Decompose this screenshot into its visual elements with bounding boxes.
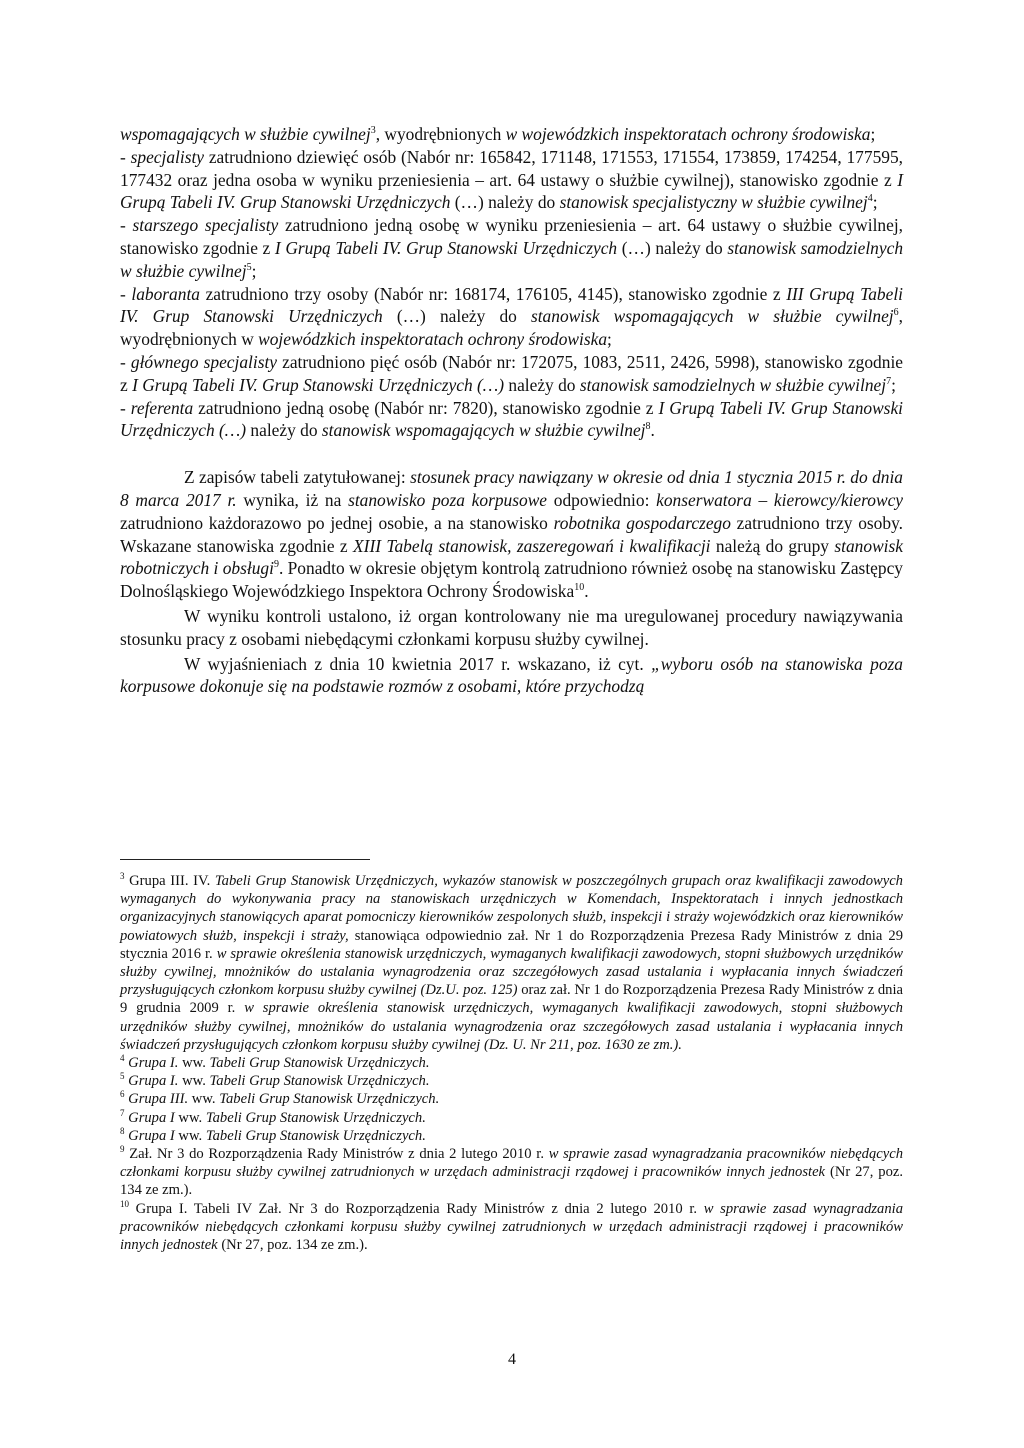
footnote-7: $^7$ Grupa I ww. Tabeli Grup Stanowisk Urzędniczych. xyxy=(120,1107,426,1126)
footnote-ref-9[interactable]: 9 xyxy=(273,559,279,571)
list-item-specjalista: - specjalisty zatrudniono dziewięć osób (Nabór nr: 165842, 171148, 171553, 171554, 173859, 174254, 177595, 177432 oraz jedna osoba w wyniku przeniesienia – art. 64 ustawy o służbie cywilnej), stanowisko zgodnie z I Grupą Tabeli IV. Grup Stanowski Urzędniczych (…) należy do stanowisk specjalistyczny w służbie cywilnej$^4$; xyxy=(120,146,903,213)
paragraph-intro-continuation: wspomagających w służbie cywilnej$^3$, wyodrębnionych w wojewódzkich inspektoratach ochrony środowiska; xyxy=(120,124,876,144)
footnote-ref-4[interactable]: 4 xyxy=(867,193,873,205)
list-item-glowny-specjalista: - głównego specjalisty zatrudniono pięć osób (Nabór nr: 172075, 1083, 2511, 2426, 5998), stanowisko zgodnie z I Grupą Tabeli IV. Grup Stanowski Urzędniczych (…) należy do stanowisk samodzielnych w służbie cywilnej$^7$; xyxy=(120,351,903,395)
footnote-ref-10[interactable]: 10 xyxy=(574,582,585,594)
paragraph-explanations: W wyjaśnieniach z dnia 10 kwietnia 2017 r. wskazano, iż cyt. „wyboru osób na stanowiska poza korpusowe dokonuje się na podstawie rozmów z osobami, które przychodzą xyxy=(120,653,903,697)
footnote-4: $^4$ Grupa I. ww. Tabeli Grup Stanowisk Urzędniczych. xyxy=(120,1053,430,1072)
footnote-5: $^5$ Grupa I. ww. Tabeli Grup Stanowisk Urzędniczych. xyxy=(120,1071,430,1090)
paragraph-table-findings: Z zapisów tabeli zatytułowanej: stosunek pracy nawiązany w okresie od dnia 1 stycznia 2015 r. do dnia 8 marca 2017 r. wynika, iż na stanowisko poza korpusowe odpowiednio: konserwatora – kierowcy/kierowcy zatrudniono każdorazowo po jednej osobie, a na stanowisko robotnika gospodarczego zatrudniono trzy osoby. Wskazane stanowiska zgodnie z XIII Tabelą stanowisk, zaszeregowań i kwalifikacji należą do grupy stanowisk robotniczych i obsługi$^9$. Ponadto w okresie objętym kontrolą zatrudniono również osobę na stanowisku Zastępcy Dolnośląskiego Wojewódzkiego Inspektora Ochrony Środowiska$^{10}$. xyxy=(120,467,904,602)
footnote-ref-5[interactable]: 5 xyxy=(246,261,252,273)
list-item-laborant: - laboranta zatrudniono trzy osoby (Nabór nr: 168174, 176105, 4145), stanowisko zgodnie z III Grupą Tabeli IV. Grup Stanowski Urzędniczych (…) należy do stanowisk wspomagających w służbie cywilnej$^6$, wyodrębnionych w wojewódzkich inspektoratach ochrony środowiska; xyxy=(120,283,903,350)
footnote-ref-7[interactable]: 7 xyxy=(886,375,892,387)
footnote-ref-3[interactable]: 3 xyxy=(370,125,376,137)
footnote-ref-6[interactable]: 6 xyxy=(893,307,899,319)
footnote-9: $^9$ Zał. Nr 3 do Rozporządzenia Rady Ministrów z dnia 2 lutego 2010 r. w sprawie zasad wynagradzania pracowników niebędących członkami korpusu służby cywilnej zatrudnionych w urzędach administracji rządowej i pracowników innych jednostek (Nr 27, poz. 134 ze zm.). xyxy=(120,1144,904,1199)
footnote-8: $^8$ Grupa I ww. Tabeli Grup Stanowisk Urzędniczych. xyxy=(120,1125,426,1144)
footnote-3: $^3$ Grupa III. IV. Tabeli Grup Stanowisk Urzędniczych, wykazów stanowisk w poszczególnych grupach oraz kwalifikacji zawodowych wymaganych do wykonywania pracy na stanowiskach urzędniczych w Komendach, Inspektoratach i innych jednostkach organizacyjnych stanowiących aparat pomocniczy kierowników zespolonych służb, inspekcji i straży wojewódzkich oraz kierowników powiatowych służb, inspekcji i straży, stanowiąca odpowiednio zał. Nr 1 do Rozporządzenia Prezesa Rady Ministrów z dnia 29 stycznia 2016 r. w sprawie określenia stanowisk urzędniczych, wymaganych kwalifikacji zawodowych, stopni służbowych urzędników służby cywilnej, mnożników do ustalania wynagrodzenia oraz szczegółowych zasad ustalania i wypłacania innych świadczeń przysługujących członkom korpusu służby cywilnej (Dz.U. poz. 125) oraz zał. Nr 1 do Rozporządzenia Prezesa Rady Ministrów z dnia 9 grudnia 2009 r. w sprawie określenia stanowisk urzędniczych, wymaganych kwalifikacji zawodowych, stopni służbowych urzędników służby cywilnej, mnożników do ustalania wynagrodzenia oraz szczegółowych zasad ustalania i wypłacania innych świadczeń przysługujących członkom korpusu służby cywilnej (Dz. U. Nr 211, poz. 1630 ze zm.). xyxy=(120,871,903,1053)
body-text xyxy=(120,123,903,698)
footnote-separator xyxy=(120,859,370,860)
footnote-10: $^{10}$ Grupa I. Tabeli IV Zał. Nr 3 do Rozporządzenia Rady Ministrów z dnia 2 lutego 2010 r. w sprawie zasad wynagradzania pracowników niebędących członkami korpusu służby cywilnej zatrudnionych w urzędach administracji rządowej i pracowników innych jednostek (Nr 27, poz. 134 ze zm.). xyxy=(120,1198,903,1254)
list-item-referent: - referenta zatrudniono jedną osobę (Nabór nr: 7820), stanowisko zgodnie z I Grupą Tabeli IV. Grup Stanowski Urzędniczych (…) należy do stanowisk wspomagających w służbie cywilnej$^8$. xyxy=(120,397,904,441)
footnotes xyxy=(120,872,903,1254)
footnote-6: $^6$ Grupa III. ww. Tabeli Grup Stanowisk Urzędniczych. xyxy=(120,1089,440,1108)
paragraph-control-result: W wyniku kontroli ustalono, iż organ kontrolowany nie ma uregulowanej procedury nawiązywania stosunku pracy z osobami niebędącymi członkami korpusu służby cywilnej. xyxy=(120,605,903,649)
list-item-starszy-specjalista: - starszego specjalisty zatrudniono jedną osobę w wyniku przeniesienia – art. 64 ustawy o służbie cywilnej, stanowisko zgodnie z I Grupą Tabeli IV. Grup Stanowski Urzędniczych (…) należy do stanowisk samodzielnych w służbie cywilnej$^5$; xyxy=(120,215,904,281)
footnote-ref-8[interactable]: 8 xyxy=(645,421,651,433)
page-number: 4 xyxy=(508,1351,516,1368)
